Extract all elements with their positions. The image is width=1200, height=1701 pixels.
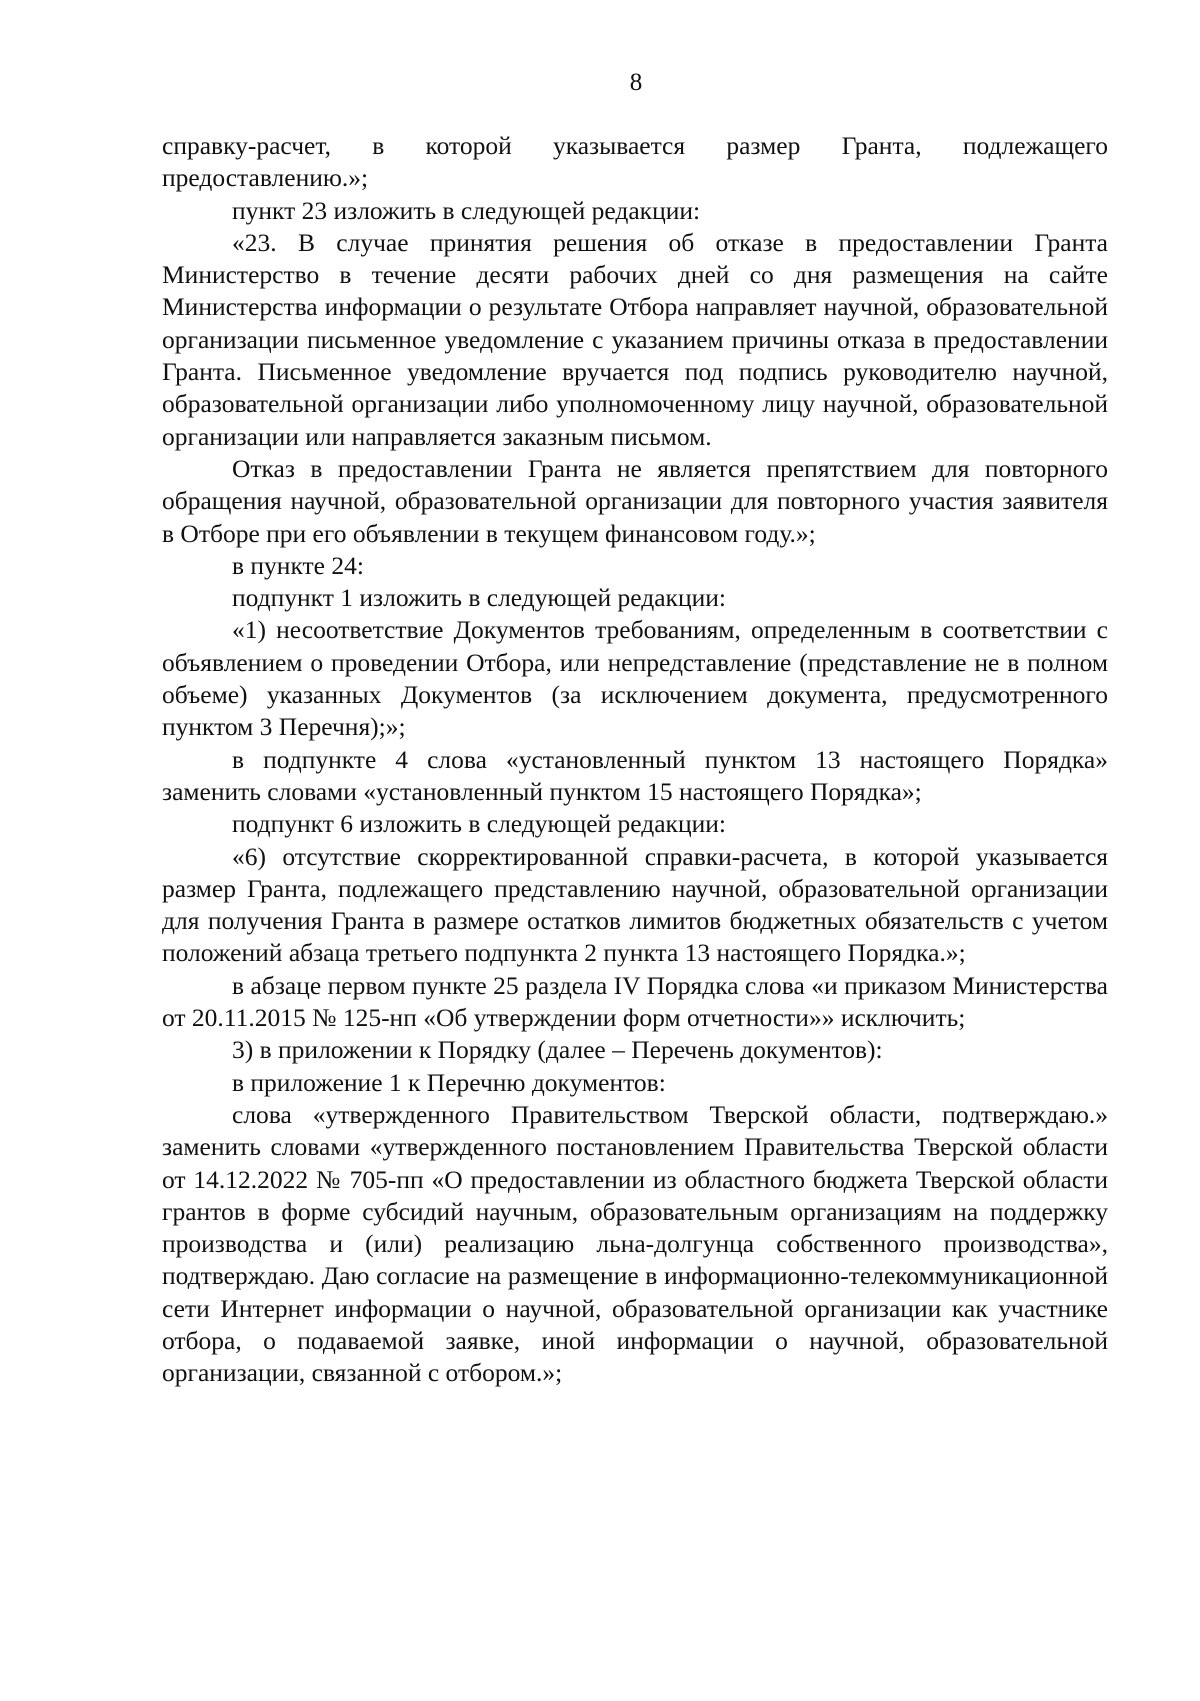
document-body xyxy=(162,130,1108,1390)
paragraph: в приложение 1 к Перечню документов: xyxy=(232,1067,666,1097)
paragraph: «1) несоответствие Документов требованиям, определенным в соответствии с объявлением о проведении Отбора, или непредставление (представление не в полном объеме) указанных Документов (за исключением документа, предусмотренного пунктом 3 Перечня);»; xyxy=(162,615,1108,742)
paragraph: Отказ в предоставлении Гранта не является препятствием для повторного обращения научной, образовательной организации для повторного участия заявителя в Отборе при его объявлении в текущем финансовом году.»; xyxy=(162,453,1108,548)
paragraph: «23. В случае принятия решения об отказе в предоставлении Гранта Министерство в течение десяти рабочих дней со дня размещения на сайте Министерства информации о результате Отбора направляет научной, образовательной организации письменное уведомление с указанием причины отказа в предоставлении Гранта. Письменное уведомление вручается под подпись руководителю научной, образовательной организации либо уполномоченному лицу научной, образовательной организации или направляется заказным письмом. xyxy=(162,227,1108,451)
paragraph: в пункте 24: xyxy=(232,550,364,580)
paragraph: в подпункте 4 слова «установленный пунктом 13 настоящего Порядка» заменить словами «установленный пунктом 15 настоящего Порядка»; xyxy=(162,744,1108,806)
paragraph: «6) отсутствие скорректированной справки-расчета, в которой указывается размер Гранта, подлежащего представлению научной, образовательной организации для получения Гранта в размере остатков лимитов бюджетных обязательств с учетом положений абзаца третьего подпункта 2 пункта 13 настоящего Порядка.»; xyxy=(162,841,1108,968)
paragraph: 3) в приложении к Порядку (далее – Перечень документов): xyxy=(232,1035,883,1065)
paragraph: подпункт 1 изложить в следующей редакции: xyxy=(232,583,726,613)
paragraph: справку-расчет, в которой указывается размер Гранта, подлежащего предоставлению.»; xyxy=(162,131,1108,193)
paragraph: слова «утвержденного Правительством Тверской области, подтверждаю.» заменить словами «утвержденного постановлением Правительства Тверской области от 14.12.2022 № 705-пп «О предоставлении из областного бюджета Тверской области грантов в форме субсидий научным, образовательным организациям на поддержку производства и (или) реализацию льна-долгунца собственного производства», подтверждаю. Даю согласие на размещение в информационно-телекоммуникационной сети Интернет информации о научной, образовательной организации как участнике отбора, о подаваемой заявке, иной информации о научной, образовательной организации, связанной с отбором.»; xyxy=(162,1099,1108,1388)
page-number: 8 xyxy=(629,69,643,96)
paragraph: подпункт 6 изложить в следующей редакции: xyxy=(232,809,726,839)
paragraph: пункт 23 изложить в следующей редакции: xyxy=(232,195,701,225)
paragraph: в абзаце первом пункте 25 раздела IV Порядка слова «и приказом Министерства от 20.11.2015 № 125-нп «Об утверждении форм отчетности»» исключить; xyxy=(162,970,1108,1033)
